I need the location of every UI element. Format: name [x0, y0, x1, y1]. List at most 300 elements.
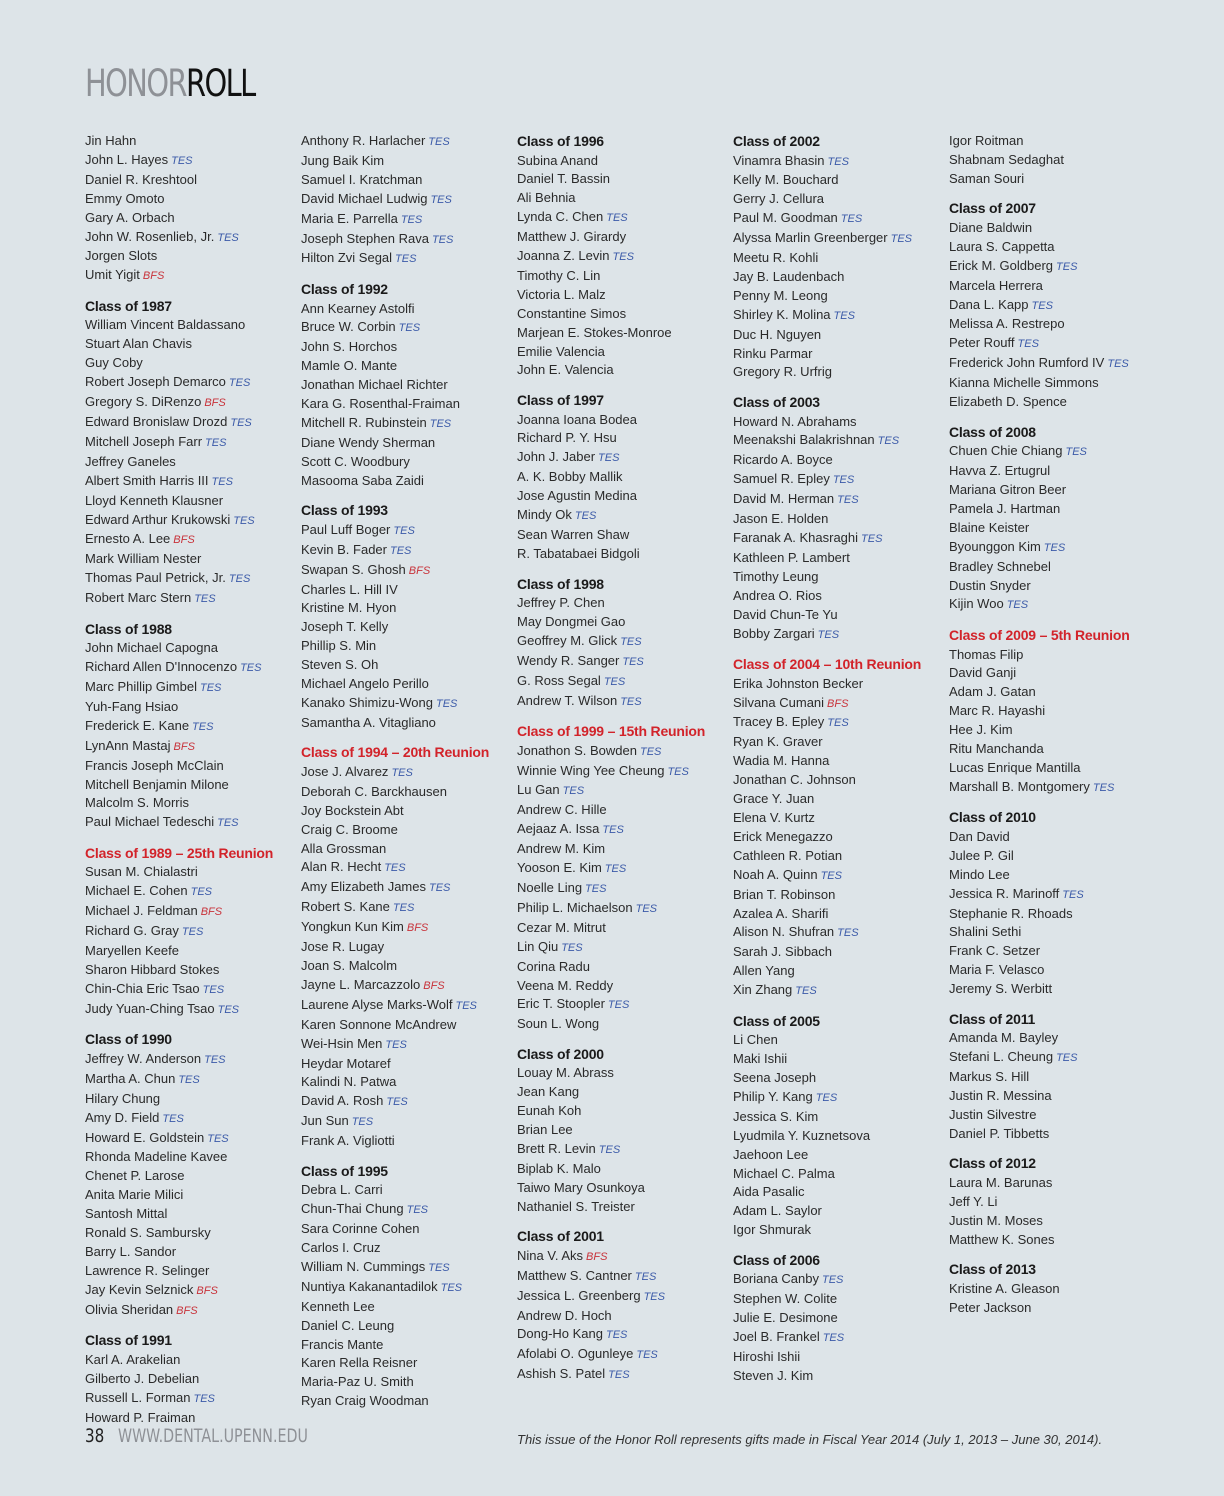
donor-name-text: Lawrence R. Selinger — [85, 1262, 210, 1278]
donor-name — [733, 713, 945, 733]
donor-name-text: Afolabi O. Ogunleye — [517, 1346, 634, 1362]
honor-roll-column-3 — [517, 132, 729, 1385]
donor-name-text: Jonathan Michael Richter — [301, 377, 448, 393]
donor-name-text: Jay Kevin Selznick — [85, 1281, 194, 1297]
donor-name-text: Shirley K. Molina — [733, 306, 831, 322]
donor-name-text: Jorgen Slots — [85, 248, 158, 264]
donor-name — [733, 809, 945, 828]
society-tag: TES — [400, 213, 423, 226]
donor-name — [733, 229, 945, 249]
class-heading: Class of 1994 – 20th Reunion — [301, 744, 490, 761]
society-tag: TES — [217, 817, 239, 830]
society-tag: BFS — [406, 922, 429, 935]
donor-name-text: Li Chen — [733, 1032, 778, 1048]
donor-name-text: Marshall B. Montgomery — [949, 778, 1090, 794]
society-tag: TES — [428, 136, 450, 148]
society-tag: TES — [181, 926, 204, 939]
donor-name-text: Amy D. Field — [85, 1109, 160, 1125]
donor-name — [733, 306, 945, 326]
society-tag: TES — [620, 695, 642, 708]
donor-name-text: Masooma Saba Zaidi — [301, 472, 424, 488]
donor-name-text: Nathaniel S. Treister — [517, 1198, 635, 1214]
donor-name-text: Silvana Cumani — [733, 694, 825, 710]
donor-name — [301, 395, 513, 414]
donor-name — [517, 1102, 729, 1121]
donor-name — [949, 683, 1161, 702]
donor-name — [301, 878, 513, 898]
donor-name — [85, 190, 297, 209]
donor-name — [517, 919, 729, 938]
donor-name — [85, 717, 297, 737]
society-tag: TES — [190, 886, 213, 899]
society-tag: TES — [205, 436, 227, 449]
donor-name — [733, 568, 945, 587]
donor-name-text: Wendy R. Sanger — [517, 652, 620, 668]
donor-name — [733, 847, 945, 866]
donor-name-text: Albert Smith Harris III — [85, 472, 209, 488]
page-number: 38 — [85, 1425, 105, 1447]
donor-name — [949, 828, 1161, 847]
donor-name-text: Brian T. Robinson — [733, 886, 836, 902]
donor-name — [85, 980, 297, 1000]
society-tag: TES — [827, 717, 849, 730]
donor-name-text: Rinku Parmar — [733, 345, 813, 361]
donor-name-text: Malcolm S. Morris — [85, 795, 190, 811]
donor-name-text: Jay B. Laudenbach — [733, 268, 845, 284]
society-tag: TES — [598, 1144, 621, 1157]
donor-name — [85, 550, 297, 569]
class-heading: Class of 2009 – 5th Reunion — [949, 627, 1130, 643]
donor-name — [733, 326, 945, 345]
donor-name-text: Hilton Zvi Segal — [301, 250, 393, 266]
donor-name — [733, 1050, 945, 1069]
donor-name-text: Stephen W. Colite — [733, 1291, 838, 1307]
class-heading: Class of 1989 – 25th Reunion — [85, 844, 274, 861]
donor-name-text: Nina V. Aks — [517, 1247, 584, 1263]
society-tag: TES — [207, 1132, 229, 1145]
donor-name-text: Penny M. Leong — [733, 287, 828, 303]
society-tag: TES — [395, 253, 417, 266]
donor-name — [517, 228, 729, 247]
society-tag: TES — [667, 765, 689, 778]
donor-name — [733, 510, 945, 529]
donor-name-text: Andrea O. Rios — [733, 587, 822, 603]
donor-name — [517, 247, 729, 267]
donor-name-text: Julie E. Desimone — [733, 1310, 838, 1326]
donor-name-text: Lyudmila Y. Kuznetsova — [733, 1127, 871, 1143]
donor-name-text: Jeremy S. Werbitt — [949, 981, 1053, 997]
donor-name — [85, 776, 297, 795]
donor-name — [517, 411, 729, 430]
donor-name — [85, 794, 297, 813]
donor-name — [949, 847, 1161, 866]
donor-name — [301, 357, 513, 376]
donor-name-text: John S. Horchos — [301, 339, 398, 355]
class-section — [517, 391, 729, 564]
donor-name — [949, 315, 1161, 334]
society-tag: TES — [233, 514, 255, 527]
society-tag: TES — [199, 682, 222, 695]
donor-name-text: Laura S. Cappetta — [949, 238, 1055, 254]
donor-name-text: David A. Rosh — [301, 1093, 384, 1109]
donor-name-text: Chun-Thai Chung — [301, 1201, 404, 1217]
class-heading: Class of 2002 — [733, 133, 820, 149]
donor-name-text: Philip L. Michaelson — [517, 899, 633, 915]
donor-name-text: Jose R. Lugay — [301, 939, 385, 955]
donor-name-text: Lu Gan — [517, 782, 560, 798]
donor-name — [517, 840, 729, 859]
donor-name — [733, 1088, 945, 1108]
society-tag: TES — [636, 1349, 658, 1362]
class-section — [517, 722, 729, 1034]
donor-name-text: Olivia Sheridan — [85, 1301, 174, 1317]
donor-name-text: Kalindi N. Patwa — [301, 1074, 397, 1090]
donor-name — [733, 1108, 945, 1127]
donor-name-text: Yongkun Kun Kim — [301, 919, 404, 935]
donor-name — [733, 345, 945, 364]
donor-name — [301, 300, 513, 319]
donor-name — [949, 151, 1161, 170]
donor-name — [517, 267, 729, 286]
donor-name-text: Allen Yang — [733, 963, 795, 979]
donor-name-text: Elizabeth D. Spence — [949, 394, 1067, 410]
donor-name — [85, 658, 297, 678]
donor-name-text: Jin Hahn — [85, 133, 137, 148]
donor-name — [301, 434, 513, 453]
donor-name-text: Anita Marie Milici — [85, 1187, 184, 1203]
donor-name-text: Joanna Z. Levin — [517, 248, 610, 264]
donor-name — [949, 219, 1161, 238]
donor-name — [85, 863, 297, 882]
donor-name-text: Adam J. Gatan — [949, 684, 1036, 700]
donor-name-text: John W. Rosenlieb, Jr. — [85, 228, 215, 244]
society-tag: TES — [429, 882, 451, 895]
donor-name-text: Brian Lee — [517, 1122, 573, 1138]
donor-name — [85, 1148, 297, 1167]
donor-name-text: Ryan K. Graver — [733, 734, 823, 750]
donor-name-text: Azalea A. Sharifi — [733, 905, 829, 921]
donor-name-text: Howard P. Fraiman — [85, 1409, 196, 1425]
donor-name — [301, 521, 513, 541]
donor-name — [733, 1328, 945, 1348]
donor-name-text: Seena Joseph — [733, 1070, 817, 1086]
donor-name-text: Meetu R. Kohli — [733, 250, 819, 266]
donor-name — [85, 511, 297, 531]
donor-name-text: Robert S. Kane — [301, 899, 390, 915]
donor-name — [733, 490, 945, 510]
donor-name — [949, 1212, 1161, 1231]
class-heading: Class of 2012 — [949, 1155, 1036, 1172]
donor-name-text: Maki Ishii — [733, 1051, 788, 1067]
donor-name — [733, 451, 945, 470]
donor-name-text: Gregory S. DiRenzo — [85, 394, 202, 410]
donor-name — [733, 1165, 945, 1184]
donor-name — [517, 742, 729, 762]
society-tag: TES — [598, 452, 620, 465]
donor-name — [301, 840, 513, 859]
donor-name — [949, 296, 1161, 316]
donor-name — [949, 1048, 1161, 1068]
society-tag: TES — [228, 377, 251, 390]
class-section — [517, 1227, 729, 1385]
donor-name — [949, 905, 1161, 924]
donor-name — [733, 905, 945, 924]
society-tag: TES — [827, 155, 849, 168]
donor-name — [949, 961, 1161, 980]
society-tag: TES — [612, 251, 634, 264]
donor-name-text: Mariana Gitron Beer — [949, 481, 1067, 497]
donor-name — [85, 589, 297, 609]
donor-name-text: Jeffrey W. Anderson — [85, 1050, 202, 1066]
society-tag: TES — [795, 985, 817, 998]
donor-name-text: Jun Sun — [301, 1113, 349, 1129]
donor-name-text: Brett R. Levin — [517, 1141, 596, 1157]
donor-name — [85, 737, 297, 757]
donor-name-text: Wei-Hsin Men — [301, 1035, 383, 1051]
donor-name-text: Gilberto J. Debelian — [85, 1370, 200, 1386]
society-tag: TES — [1056, 260, 1078, 273]
donor-name-text: Noelle Ling — [517, 879, 583, 895]
donor-name-text: Shalini Sethi — [949, 924, 1022, 940]
donor-name — [85, 1070, 297, 1090]
donor-name-text: Matthew K. Sones — [949, 1231, 1055, 1247]
donor-name-text: Jayne L. Marcazzolo — [301, 976, 421, 992]
donor-name — [949, 1068, 1161, 1087]
donor-name-text: Deborah C. Barckhausen — [301, 783, 447, 799]
class-section — [949, 199, 1161, 412]
donor-name-text: Howard E. Goldstein — [85, 1129, 205, 1145]
class-section — [301, 132, 513, 269]
society-tag: TES — [455, 999, 477, 1012]
society-tag: TES — [1062, 888, 1084, 901]
donor-name-text: Ann Kearney Astolfi — [301, 300, 415, 316]
donor-name — [949, 277, 1161, 296]
donor-name — [949, 374, 1161, 393]
donor-name-text: Stuart Alan Chavis — [85, 336, 192, 352]
donor-name — [301, 675, 513, 694]
title-part-honor: HONOR — [85, 62, 186, 105]
donor-name-text: Mitchell Joseph Farr — [85, 433, 203, 449]
donor-name-text: Ronald S. Sambursky — [85, 1225, 211, 1241]
donor-name — [949, 1029, 1161, 1048]
donor-name — [85, 354, 297, 373]
donor-name-text: Cezar M. Mitrut — [517, 919, 606, 935]
donor-name — [517, 487, 729, 506]
class-section — [517, 1045, 729, 1217]
class-section — [949, 626, 1161, 798]
donor-name — [85, 1167, 297, 1186]
donor-name — [517, 613, 729, 632]
donor-name — [733, 413, 945, 432]
donor-name — [301, 230, 513, 250]
donor-name-text: Kijin Woo — [949, 596, 1004, 612]
donor-name-text: Charles L. Hill IV — [301, 581, 398, 597]
donor-name-text: Gary A. Orbach — [85, 209, 175, 225]
society-tag: TES — [639, 745, 662, 758]
donor-name-text: Frank A. Vigliotti — [301, 1133, 395, 1149]
donor-name-text: A. K. Bobby Mallik — [517, 469, 623, 485]
donor-name — [85, 1129, 297, 1149]
donor-name-text: Lucas Enrique Mantilla — [949, 759, 1081, 775]
society-tag: TES — [877, 435, 900, 448]
donor-name-text: Victoria L. Malz — [517, 286, 606, 302]
donor-name-text: Maryellen Keefe — [85, 943, 179, 959]
footer-note: This issue of the Honor Roll represents gifts made in Fiscal Year 2014 (July 1, 2013 – June 30, 2014). — [517, 1432, 1103, 1447]
donor-name-text: Boriana Canby — [733, 1271, 819, 1287]
donor-name — [85, 413, 297, 433]
donor-name-text: Louay M. Abrass — [517, 1065, 614, 1081]
donor-name — [733, 694, 945, 714]
donor-name-text: Yuh-Fang Hsiao — [85, 698, 179, 714]
donor-name-text: Constantine Simos — [517, 305, 627, 321]
donor-name-text: Faranak A. Khasraghi — [733, 530, 859, 545]
donor-name — [301, 1317, 513, 1336]
donor-name-text: Joan S. Malcolm — [301, 958, 398, 973]
donor-name — [949, 132, 1161, 151]
donor-name — [301, 338, 513, 357]
donor-name — [301, 1278, 513, 1298]
donor-name-text: Justin M. Moses — [949, 1212, 1043, 1228]
donor-name — [85, 1243, 297, 1262]
donor-name — [949, 923, 1161, 942]
donor-name — [301, 1392, 513, 1411]
donor-name — [517, 652, 729, 672]
donor-name — [517, 468, 729, 487]
donor-name-text: Chenet P. Larose — [85, 1168, 185, 1184]
donor-name-text: Ricardo A. Boyce — [733, 452, 833, 468]
donor-name — [733, 268, 945, 287]
donor-name — [301, 541, 513, 561]
donor-name — [517, 1307, 729, 1326]
donor-name-text: Winnie Wing Yee Cheung — [517, 762, 665, 778]
donor-name-text: Joseph T. Kelly — [301, 619, 389, 635]
donor-name-text: Paul Michael Tedeschi — [85, 814, 215, 830]
donor-name — [733, 625, 945, 645]
class-section — [517, 575, 729, 712]
donor-name — [301, 618, 513, 637]
donor-name — [949, 866, 1161, 885]
donor-name — [85, 1000, 297, 1020]
donor-name-text: Martha A. Chun — [85, 1070, 176, 1086]
class-heading: Class of 1993 — [301, 502, 388, 519]
donor-name — [301, 1220, 513, 1239]
donor-name-text: Joy Bockstein Abt — [301, 802, 404, 818]
donor-name — [949, 170, 1161, 189]
donor-name-text: Lynda C. Chen — [517, 209, 604, 225]
class-section — [517, 132, 729, 380]
donor-name — [517, 526, 729, 545]
donor-name — [85, 492, 297, 511]
donor-name-text: Santosh Mittal — [85, 1206, 168, 1222]
donor-name — [517, 692, 729, 712]
donor-name — [733, 1031, 945, 1050]
donor-name-text: Steven S. Oh — [301, 657, 379, 673]
society-tag: BFS — [827, 697, 849, 710]
donor-name — [733, 962, 945, 981]
donor-name-text: Robert Marc Stern — [85, 590, 192, 606]
society-tag: TES — [574, 510, 597, 523]
donor-name — [517, 286, 729, 305]
donor-name — [733, 866, 945, 886]
donor-name-text: Peter Jackson — [949, 1299, 1032, 1315]
donor-name — [949, 759, 1161, 778]
donor-name-text: Hilary Chung — [85, 1090, 161, 1106]
donor-name — [517, 1064, 729, 1083]
donor-name — [517, 1083, 729, 1102]
society-tag: BFS — [142, 270, 165, 283]
honor-roll-column-2 — [301, 132, 513, 1411]
donor-name — [733, 923, 945, 943]
donor-name-text: Stefani L. Cheung — [949, 1049, 1054, 1065]
donor-name-text: Marc R. Hayashi — [949, 703, 1046, 719]
donor-name — [733, 152, 945, 172]
society-tag: BFS — [176, 1304, 198, 1317]
society-tag: TES — [585, 882, 607, 895]
donor-name — [301, 1035, 513, 1055]
class-heading: Class of 1998 — [517, 575, 604, 592]
donor-name — [85, 813, 297, 833]
society-tag: TES — [162, 1112, 184, 1125]
donor-name-text: Samantha A. Vitagliano — [301, 714, 436, 730]
society-tag: TES — [817, 628, 840, 641]
donor-name — [733, 733, 945, 752]
society-tag: TES — [384, 862, 406, 875]
donor-name-text: LynAnn Mastaj — [85, 737, 171, 753]
donor-name — [301, 152, 513, 171]
donor-name-text: Edward Arthur Krukowski — [85, 511, 231, 527]
society-tag: TES — [440, 1281, 462, 1294]
donor-name-text: Richard P. Y. Hsu — [517, 430, 617, 446]
donor-name-text: Justin Silvestre — [949, 1106, 1037, 1122]
donor-name — [301, 190, 513, 210]
donor-name — [517, 899, 729, 919]
class-section — [301, 1162, 513, 1411]
donor-name-text: Craig C. Broome — [301, 821, 398, 837]
donor-name — [733, 1348, 945, 1367]
donor-name — [301, 1239, 513, 1258]
donor-name — [301, 210, 513, 230]
society-tag: TES — [608, 1369, 630, 1382]
donor-name-text: Mamle O. Mante — [301, 358, 398, 374]
donor-name — [517, 1015, 729, 1034]
donor-name-text: Michael E. Cohen — [85, 883, 188, 899]
donor-name-text: Karen Rella Reisner — [301, 1355, 418, 1371]
donor-name-text: Dana L. Kapp — [949, 296, 1029, 312]
donor-name — [733, 790, 945, 809]
donor-name-text: Diane Baldwin — [949, 219, 1033, 235]
society-tag: BFS — [173, 534, 195, 547]
donor-name — [301, 1200, 513, 1220]
donor-name-text: Kristine M. Hyon — [301, 600, 397, 616]
donor-name — [301, 976, 513, 996]
class-section — [301, 743, 513, 1151]
donor-name-text: Soun L. Wong — [517, 1016, 600, 1032]
donor-name-text: Howard N. Abrahams — [733, 413, 857, 429]
donor-name — [949, 740, 1161, 759]
donor-name — [301, 1354, 513, 1373]
society-tag: TES — [890, 233, 913, 246]
donor-name — [733, 675, 945, 694]
donor-name — [85, 433, 297, 453]
class-heading: Class of 2000 — [517, 1045, 604, 1062]
donor-name — [517, 343, 729, 362]
donor-name — [517, 152, 729, 171]
donor-name — [517, 801, 729, 820]
class-section — [301, 501, 513, 732]
donor-name — [949, 664, 1161, 683]
donor-name-text: Rhonda Madeline Kavee — [85, 1149, 228, 1165]
donor-name-text: Michael Angelo Perillo — [301, 676, 429, 692]
